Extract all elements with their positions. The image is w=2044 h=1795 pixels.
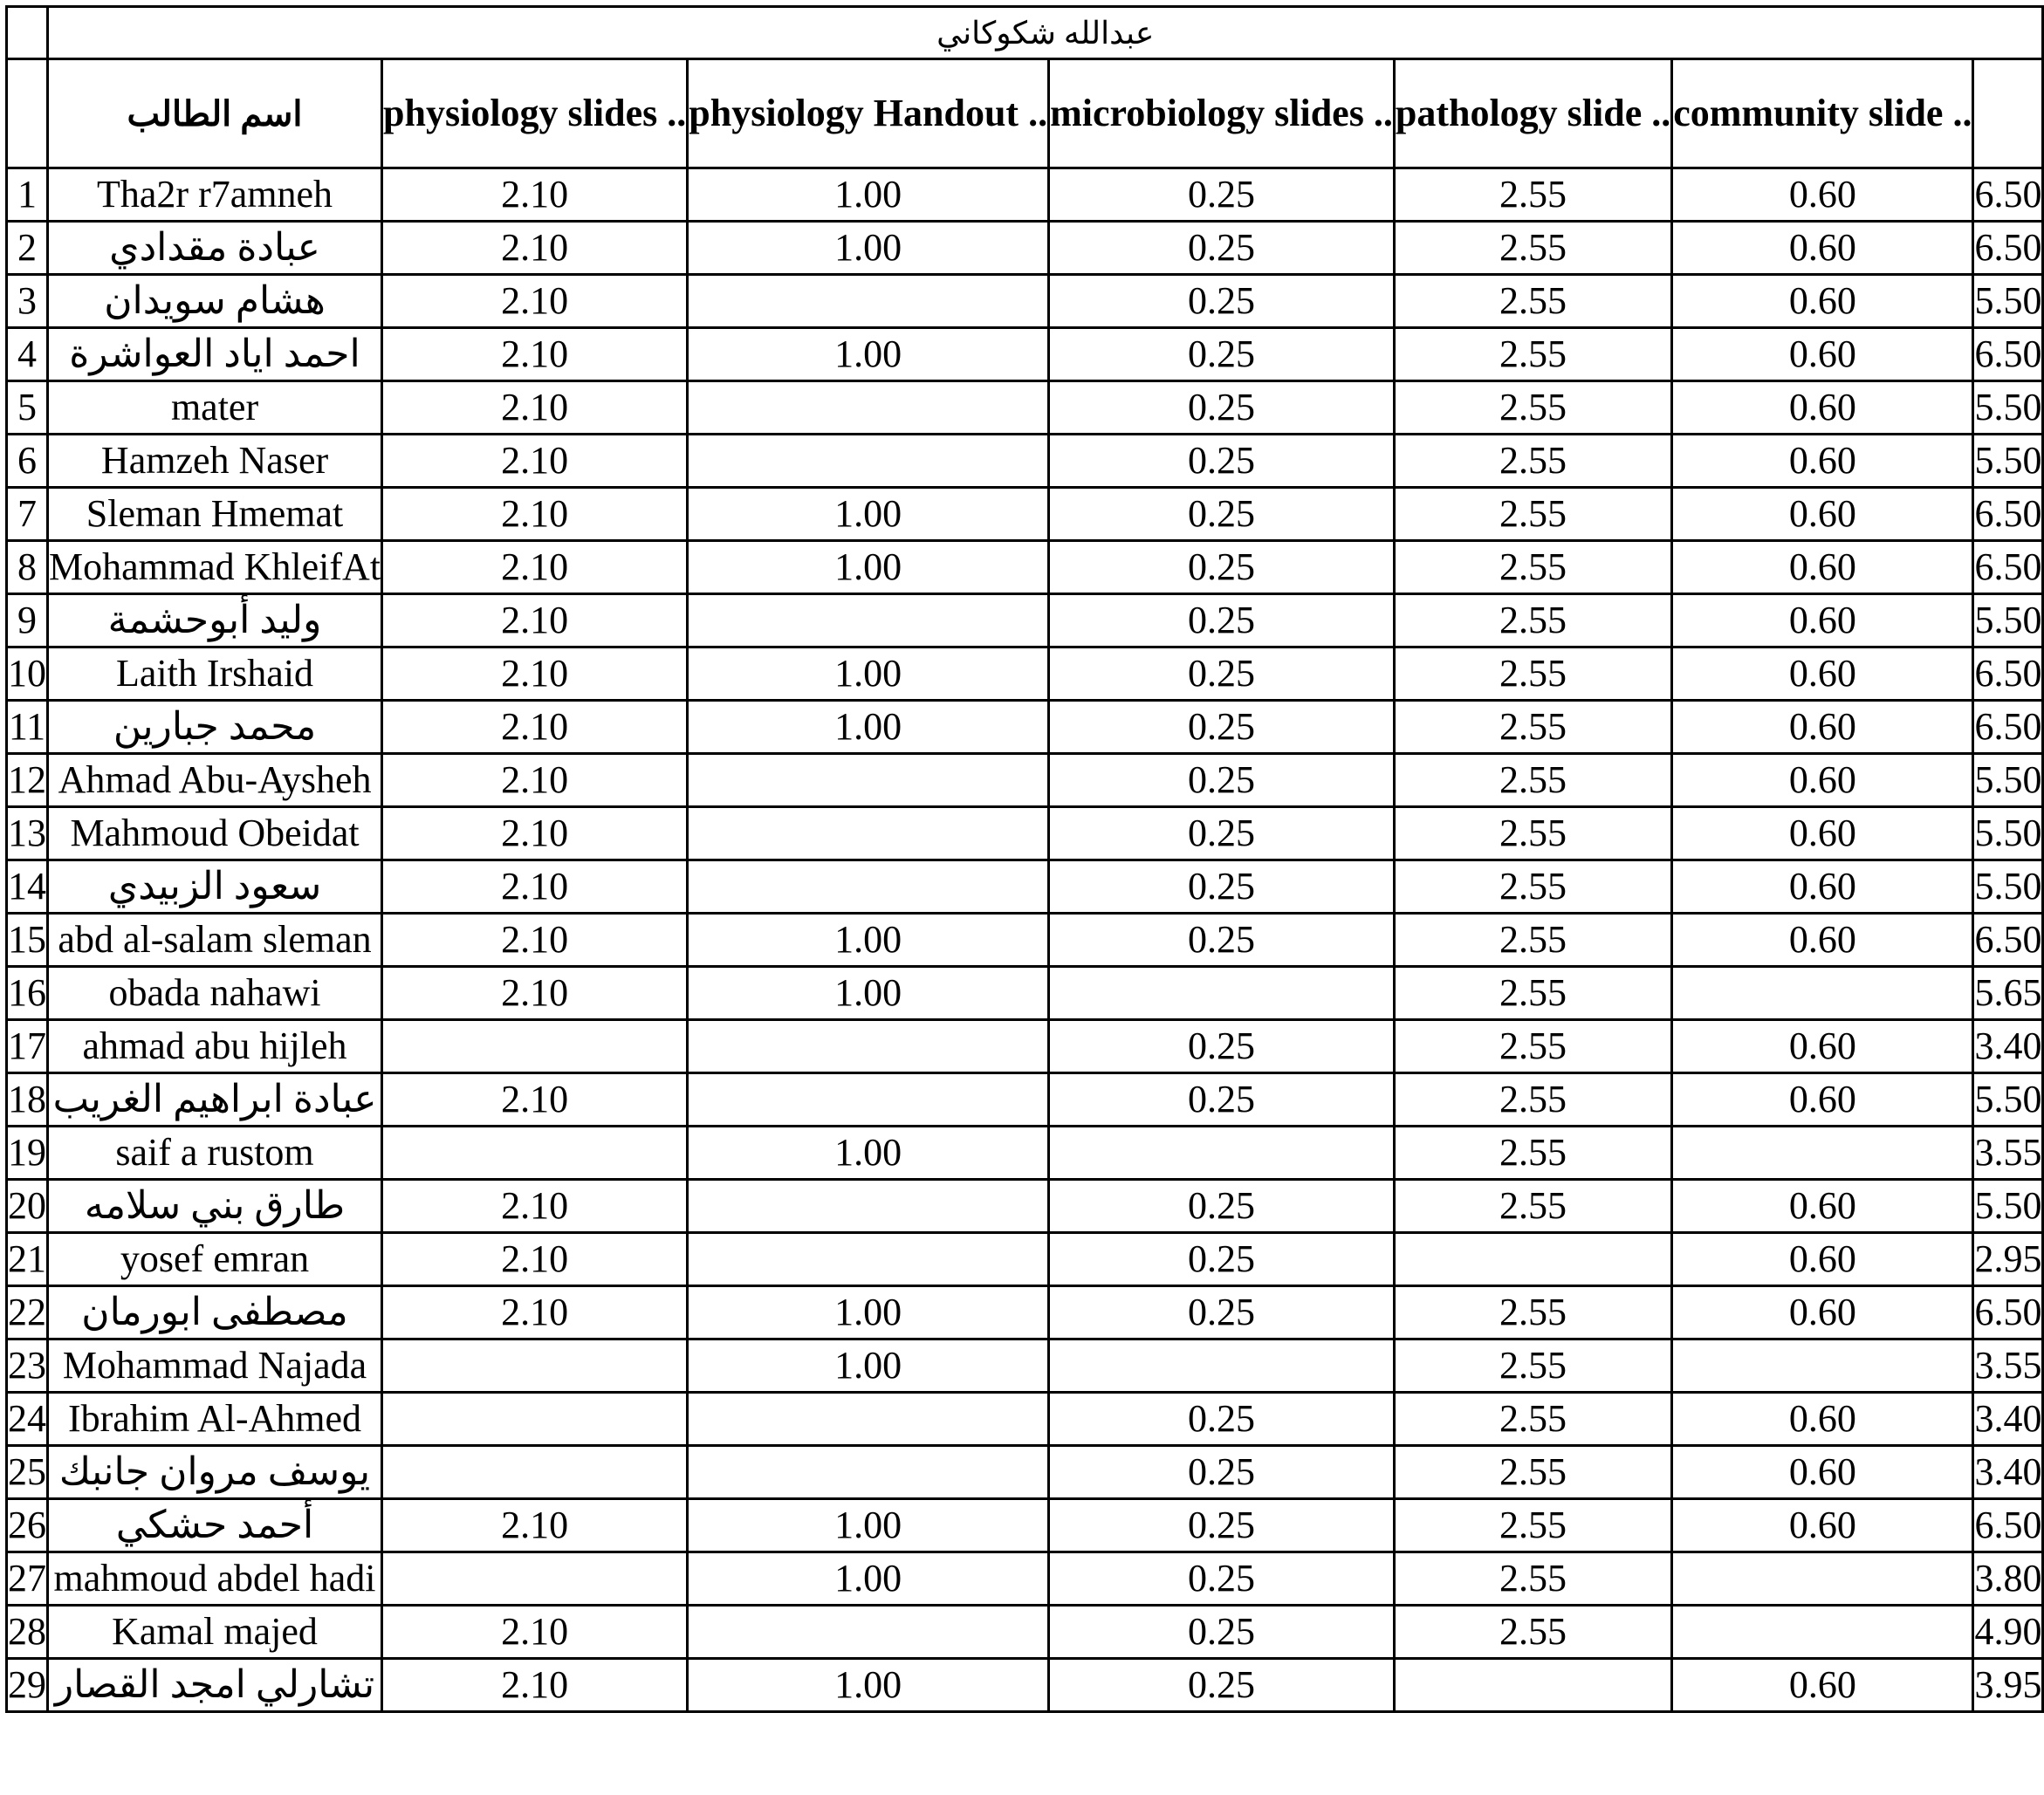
pathology-slide-score: 2.55 xyxy=(1394,594,1671,647)
total-score: 6.50 xyxy=(1973,488,2043,541)
student-name: Kamal majed xyxy=(48,1606,382,1659)
pathology-slide-score: 2.55 xyxy=(1394,1127,1671,1180)
pathology-slide-score xyxy=(1394,1233,1671,1286)
microbiology-slides-score: 0.25 xyxy=(1049,1552,1395,1606)
pathology-slide-score: 2.55 xyxy=(1394,328,1671,381)
total-score: 6.50 xyxy=(1973,328,2043,381)
table-row xyxy=(7,541,2043,594)
community-slide-score: 0.60 xyxy=(1672,168,1973,222)
total-score: 6.50 xyxy=(1973,647,2043,701)
community-slide-score: 0.60 xyxy=(1672,754,1973,807)
table-row xyxy=(7,1606,2043,1659)
table-row xyxy=(7,1393,2043,1446)
student-name: عبادة مقدادي xyxy=(48,222,382,275)
community-slide-score: 0.60 xyxy=(1672,647,1973,701)
pathology-slide-score: 2.55 xyxy=(1394,1180,1671,1233)
physiology-slides-score: 2.10 xyxy=(382,1233,688,1286)
microbiology-slides-score: 0.25 xyxy=(1049,860,1395,914)
pathology-slide-score: 2.55 xyxy=(1394,1606,1671,1659)
row-number: 19 xyxy=(7,1127,48,1180)
total-score: 2.95 xyxy=(1973,1233,2043,1286)
community-slide-score: 0.60 xyxy=(1672,1180,1973,1233)
microbiology-slides-score: 0.25 xyxy=(1049,1233,1395,1286)
row-number: 13 xyxy=(7,807,48,860)
table-row xyxy=(7,1127,2043,1180)
physiology-slides-score: 2.10 xyxy=(382,328,688,381)
table-row xyxy=(7,1020,2043,1073)
table-row xyxy=(7,860,2043,914)
table-row xyxy=(7,1286,2043,1339)
community-slide-score: 0.60 xyxy=(1672,1499,1973,1552)
header-microbiology-slides: microbiology slides .. xyxy=(1049,59,1395,168)
student-name: هشام سويدان xyxy=(48,275,382,328)
microbiology-slides-score: 0.25 xyxy=(1049,1180,1395,1233)
header-row xyxy=(7,59,2043,168)
pathology-slide-score: 2.55 xyxy=(1394,1286,1671,1339)
community-slide-score: 0.60 xyxy=(1672,1659,1973,1712)
physiology-slides-score: 2.10 xyxy=(382,275,688,328)
microbiology-slides-score: 0.25 xyxy=(1049,594,1395,647)
header-physiology-handout: physiology Handout .. xyxy=(688,59,1049,168)
physiology-slides-score xyxy=(382,1339,688,1393)
physiology-handout-score xyxy=(688,754,1049,807)
student-name: Ibrahim Al-Ahmed xyxy=(48,1393,382,1446)
student-name: yosef emran xyxy=(48,1233,382,1286)
physiology-slides-score: 2.10 xyxy=(382,807,688,860)
community-slide-score: 0.60 xyxy=(1672,381,1973,435)
community-slide-score xyxy=(1672,1552,1973,1606)
microbiology-slides-score: 0.25 xyxy=(1049,275,1395,328)
table-row xyxy=(7,381,2043,435)
total-score: 3.95 xyxy=(1973,1659,2043,1712)
student-name: مصطفى ابورمان xyxy=(48,1286,382,1339)
physiology-slides-score: 2.10 xyxy=(382,381,688,435)
physiology-handout-score xyxy=(688,275,1049,328)
microbiology-slides-score xyxy=(1049,967,1395,1020)
physiology-handout-score xyxy=(688,1233,1049,1286)
community-slide-score: 0.60 xyxy=(1672,701,1973,754)
header-total xyxy=(1973,59,2043,168)
student-name: Ahmad Abu-Aysheh xyxy=(48,754,382,807)
student-name: محمد جبارين xyxy=(48,701,382,754)
student-name: Hamzeh Naser xyxy=(48,435,382,488)
header-community-slide: community slide .. xyxy=(1672,59,1973,168)
physiology-slides-score: 2.10 xyxy=(382,754,688,807)
table-row xyxy=(7,594,2043,647)
table-row xyxy=(7,1073,2043,1127)
community-slide-score: 0.60 xyxy=(1672,860,1973,914)
pathology-slide-score: 2.55 xyxy=(1394,541,1671,594)
table-row xyxy=(7,1552,2043,1606)
table-row xyxy=(7,967,2043,1020)
physiology-slides-score: 2.10 xyxy=(382,647,688,701)
physiology-slides-score: 2.10 xyxy=(382,488,688,541)
microbiology-slides-score: 0.25 xyxy=(1049,1020,1395,1073)
total-score: 3.40 xyxy=(1973,1393,2043,1446)
microbiology-slides-score: 0.25 xyxy=(1049,1659,1395,1712)
physiology-handout-score: 1.00 xyxy=(688,967,1049,1020)
physiology-slides-score: 2.10 xyxy=(382,541,688,594)
table-row xyxy=(7,168,2043,222)
row-number: 11 xyxy=(7,701,48,754)
physiology-handout-score xyxy=(688,1020,1049,1073)
microbiology-slides-score: 0.25 xyxy=(1049,647,1395,701)
microbiology-slides-score xyxy=(1049,1127,1395,1180)
row-number: 18 xyxy=(7,1073,48,1127)
row-number: 10 xyxy=(7,647,48,701)
row-number: 8 xyxy=(7,541,48,594)
table-row xyxy=(7,1446,2043,1499)
student-name: تشارلي امجد القصار xyxy=(48,1659,382,1712)
physiology-handout-score xyxy=(688,807,1049,860)
student-name: Mohammad KhleifAt xyxy=(48,541,382,594)
pathology-slide-score: 2.55 xyxy=(1394,1339,1671,1393)
physiology-handout-score xyxy=(688,435,1049,488)
microbiology-slides-score: 0.25 xyxy=(1049,1073,1395,1127)
pathology-slide-score: 2.55 xyxy=(1394,435,1671,488)
grades-table xyxy=(5,5,2044,1713)
total-score: 5.50 xyxy=(1973,594,2043,647)
community-slide-score: 0.60 xyxy=(1672,914,1973,967)
row-number: 26 xyxy=(7,1499,48,1552)
total-score: 4.90 xyxy=(1973,1606,2043,1659)
total-score: 5.50 xyxy=(1973,381,2043,435)
total-score: 6.50 xyxy=(1973,168,2043,222)
microbiology-slides-score: 0.25 xyxy=(1049,1606,1395,1659)
microbiology-slides-score: 0.25 xyxy=(1049,328,1395,381)
pathology-slide-score: 2.55 xyxy=(1394,1499,1671,1552)
physiology-slides-score: 2.10 xyxy=(382,1286,688,1339)
community-slide-score xyxy=(1672,1339,1973,1393)
physiology-slides-score: 2.10 xyxy=(382,168,688,222)
physiology-handout-score xyxy=(688,860,1049,914)
physiology-handout-score xyxy=(688,1393,1049,1446)
table-row xyxy=(7,754,2043,807)
header-index xyxy=(7,59,48,168)
row-number: 4 xyxy=(7,328,48,381)
row-number: 23 xyxy=(7,1339,48,1393)
total-score: 5.50 xyxy=(1973,754,2043,807)
total-score: 3.55 xyxy=(1973,1339,2043,1393)
total-score: 3.55 xyxy=(1973,1127,2043,1180)
table-row xyxy=(7,701,2043,754)
pathology-slide-score: 2.55 xyxy=(1394,807,1671,860)
physiology-slides-score: 2.10 xyxy=(382,1499,688,1552)
pathology-slide-score: 2.55 xyxy=(1394,914,1671,967)
pathology-slide-score: 2.55 xyxy=(1394,1073,1671,1127)
community-slide-score: 0.60 xyxy=(1672,1233,1973,1286)
student-name: Tha2r r7amneh xyxy=(48,168,382,222)
student-name: احمد اياد العواشرة xyxy=(48,328,382,381)
physiology-slides-score: 2.10 xyxy=(382,222,688,275)
student-name: أحمد حشكي xyxy=(48,1499,382,1552)
physiology-handout-score: 1.00 xyxy=(688,168,1049,222)
table-row xyxy=(7,807,2043,860)
pathology-slide-score: 2.55 xyxy=(1394,1393,1671,1446)
table-row xyxy=(7,328,2043,381)
student-name: mahmoud abdel hadi xyxy=(48,1552,382,1606)
physiology-handout-score: 1.00 xyxy=(688,488,1049,541)
pathology-slide-score: 2.55 xyxy=(1394,168,1671,222)
row-number: 2 xyxy=(7,222,48,275)
table-row xyxy=(7,1499,2043,1552)
row-number: 3 xyxy=(7,275,48,328)
row-number: 28 xyxy=(7,1606,48,1659)
physiology-handout-score: 1.00 xyxy=(688,1286,1049,1339)
corner-cell xyxy=(7,7,48,59)
student-name: عبادة ابراهيم الغريب xyxy=(48,1073,382,1127)
physiology-handout-score xyxy=(688,594,1049,647)
community-slide-score: 0.60 xyxy=(1672,328,1973,381)
table-row xyxy=(7,1339,2043,1393)
student-name: Mahmoud Obeidat xyxy=(48,807,382,860)
community-slide-score: 0.60 xyxy=(1672,1020,1973,1073)
total-score: 6.50 xyxy=(1973,222,2043,275)
student-name: Mohammad Najada xyxy=(48,1339,382,1393)
physiology-slides-score: 2.10 xyxy=(382,1659,688,1712)
microbiology-slides-score: 0.25 xyxy=(1049,1286,1395,1339)
microbiology-slides-score: 0.25 xyxy=(1049,754,1395,807)
community-slide-score: 0.60 xyxy=(1672,488,1973,541)
total-score: 5.50 xyxy=(1973,435,2043,488)
community-slide-score: 0.60 xyxy=(1672,222,1973,275)
table-row xyxy=(7,435,2043,488)
row-number: 9 xyxy=(7,594,48,647)
community-slide-score: 0.60 xyxy=(1672,275,1973,328)
total-score: 5.65 xyxy=(1973,967,2043,1020)
sheet-title: عبدالله شكوكاني xyxy=(48,7,2043,59)
microbiology-slides-score: 0.25 xyxy=(1049,1446,1395,1499)
total-score: 6.50 xyxy=(1973,1499,2043,1552)
physiology-slides-score: 2.10 xyxy=(382,1606,688,1659)
physiology-slides-score: 2.10 xyxy=(382,594,688,647)
microbiology-slides-score: 0.25 xyxy=(1049,435,1395,488)
table-row xyxy=(7,275,2043,328)
student-name: Sleman Hmemat xyxy=(48,488,382,541)
pathology-slide-score: 2.55 xyxy=(1394,701,1671,754)
row-number: 15 xyxy=(7,914,48,967)
community-slide-score: 0.60 xyxy=(1672,1393,1973,1446)
pathology-slide-score: 2.55 xyxy=(1394,1446,1671,1499)
physiology-slides-score xyxy=(382,1393,688,1446)
row-number: 6 xyxy=(7,435,48,488)
community-slide-score: 0.60 xyxy=(1672,541,1973,594)
pathology-slide-score: 2.55 xyxy=(1394,647,1671,701)
microbiology-slides-score: 0.25 xyxy=(1049,807,1395,860)
student-name: obada nahawi xyxy=(48,967,382,1020)
total-score: 5.50 xyxy=(1973,1073,2043,1127)
student-name: saif a rustom xyxy=(48,1127,382,1180)
total-score: 6.50 xyxy=(1973,541,2043,594)
pathology-slide-score: 2.55 xyxy=(1394,1020,1671,1073)
total-score: 6.50 xyxy=(1973,914,2043,967)
physiology-handout-score: 1.00 xyxy=(688,1499,1049,1552)
pathology-slide-score: 2.55 xyxy=(1394,754,1671,807)
row-number: 5 xyxy=(7,381,48,435)
physiology-handout-score: 1.00 xyxy=(688,328,1049,381)
microbiology-slides-score: 0.25 xyxy=(1049,488,1395,541)
pathology-slide-score: 2.55 xyxy=(1394,1552,1671,1606)
physiology-handout-score xyxy=(688,1073,1049,1127)
microbiology-slides-score: 0.25 xyxy=(1049,701,1395,754)
physiology-slides-score xyxy=(382,1127,688,1180)
physiology-handout-score xyxy=(688,1446,1049,1499)
student-name: يوسف مروان جانبك xyxy=(48,1446,382,1499)
total-score: 3.80 xyxy=(1973,1552,2043,1606)
student-name: mater xyxy=(48,381,382,435)
community-slide-score xyxy=(1672,1606,1973,1659)
community-slide-score xyxy=(1672,1127,1973,1180)
physiology-handout-score: 1.00 xyxy=(688,1659,1049,1712)
student-name: وليد أبوحشمة xyxy=(48,594,382,647)
table-row xyxy=(7,1659,2043,1712)
physiology-slides-score xyxy=(382,1552,688,1606)
total-score: 6.50 xyxy=(1973,1286,2043,1339)
physiology-slides-score: 2.10 xyxy=(382,435,688,488)
table-row xyxy=(7,1233,2043,1286)
table-row xyxy=(7,914,2043,967)
microbiology-slides-score: 0.25 xyxy=(1049,1499,1395,1552)
pathology-slide-score: 2.55 xyxy=(1394,967,1671,1020)
physiology-slides-score: 2.10 xyxy=(382,914,688,967)
total-score: 5.50 xyxy=(1973,275,2043,328)
header-physiology-slides: physiology slides .. xyxy=(382,59,688,168)
physiology-slides-score xyxy=(382,1020,688,1073)
pathology-slide-score: 2.55 xyxy=(1394,381,1671,435)
physiology-handout-score: 1.00 xyxy=(688,701,1049,754)
microbiology-slides-score: 0.25 xyxy=(1049,914,1395,967)
total-score: 5.50 xyxy=(1973,807,2043,860)
physiology-handout-score: 1.00 xyxy=(688,1127,1049,1180)
total-score: 5.50 xyxy=(1973,860,2043,914)
pathology-slide-score: 2.55 xyxy=(1394,488,1671,541)
community-slide-score: 0.60 xyxy=(1672,594,1973,647)
row-number: 16 xyxy=(7,967,48,1020)
physiology-slides-score xyxy=(382,1446,688,1499)
microbiology-slides-score: 0.25 xyxy=(1049,381,1395,435)
microbiology-slides-score xyxy=(1049,1339,1395,1393)
row-number: 27 xyxy=(7,1552,48,1606)
row-number: 12 xyxy=(7,754,48,807)
community-slide-score: 0.60 xyxy=(1672,1446,1973,1499)
row-number: 7 xyxy=(7,488,48,541)
physiology-slides-score: 2.10 xyxy=(382,1180,688,1233)
physiology-handout-score xyxy=(688,1180,1049,1233)
pathology-slide-score: 2.55 xyxy=(1394,222,1671,275)
total-score: 3.40 xyxy=(1973,1020,2043,1073)
pathology-slide-score: 2.55 xyxy=(1394,860,1671,914)
physiology-handout-score: 1.00 xyxy=(688,1552,1049,1606)
physiology-slides-score: 2.10 xyxy=(382,967,688,1020)
microbiology-slides-score: 0.25 xyxy=(1049,541,1395,594)
total-score: 6.50 xyxy=(1973,701,2043,754)
physiology-handout-score: 1.00 xyxy=(688,541,1049,594)
student-name: طارق بني سلامه xyxy=(48,1180,382,1233)
physiology-slides-score: 2.10 xyxy=(382,1073,688,1127)
title-row xyxy=(7,7,2043,59)
student-name: ahmad abu hijleh xyxy=(48,1020,382,1073)
physiology-slides-score: 2.10 xyxy=(382,701,688,754)
row-number: 24 xyxy=(7,1393,48,1446)
table-row xyxy=(7,222,2043,275)
physiology-handout-score: 1.00 xyxy=(688,1339,1049,1393)
total-score: 5.50 xyxy=(1973,1180,2043,1233)
table-row xyxy=(7,488,2043,541)
row-number: 14 xyxy=(7,860,48,914)
row-number: 20 xyxy=(7,1180,48,1233)
community-slide-score xyxy=(1672,967,1973,1020)
physiology-handout-score: 1.00 xyxy=(688,222,1049,275)
row-number: 21 xyxy=(7,1233,48,1286)
physiology-handout-score xyxy=(688,381,1049,435)
student-name: Laith Irshaid xyxy=(48,647,382,701)
header-pathology-slide: pathology slide .. xyxy=(1394,59,1671,168)
table-row xyxy=(7,647,2043,701)
student-name: abd al-salam sleman xyxy=(48,914,382,967)
total-score: 3.40 xyxy=(1973,1446,2043,1499)
header-student-name: اسم الطالب xyxy=(48,59,382,168)
row-number: 25 xyxy=(7,1446,48,1499)
student-name: سعود الزبيدي xyxy=(48,860,382,914)
microbiology-slides-score: 0.25 xyxy=(1049,1393,1395,1446)
community-slide-score: 0.60 xyxy=(1672,807,1973,860)
community-slide-score: 0.60 xyxy=(1672,1073,1973,1127)
physiology-slides-score: 2.10 xyxy=(382,860,688,914)
community-slide-score: 0.60 xyxy=(1672,435,1973,488)
row-number: 29 xyxy=(7,1659,48,1712)
pathology-slide-score xyxy=(1394,1659,1671,1712)
pathology-slide-score: 2.55 xyxy=(1394,275,1671,328)
microbiology-slides-score: 0.25 xyxy=(1049,222,1395,275)
table-row xyxy=(7,1180,2043,1233)
row-number: 22 xyxy=(7,1286,48,1339)
physiology-handout-score: 1.00 xyxy=(688,647,1049,701)
row-number: 17 xyxy=(7,1020,48,1073)
physiology-handout-score xyxy=(688,1606,1049,1659)
row-number: 1 xyxy=(7,168,48,222)
microbiology-slides-score: 0.25 xyxy=(1049,168,1395,222)
community-slide-score: 0.60 xyxy=(1672,1286,1973,1339)
physiology-handout-score: 1.00 xyxy=(688,914,1049,967)
